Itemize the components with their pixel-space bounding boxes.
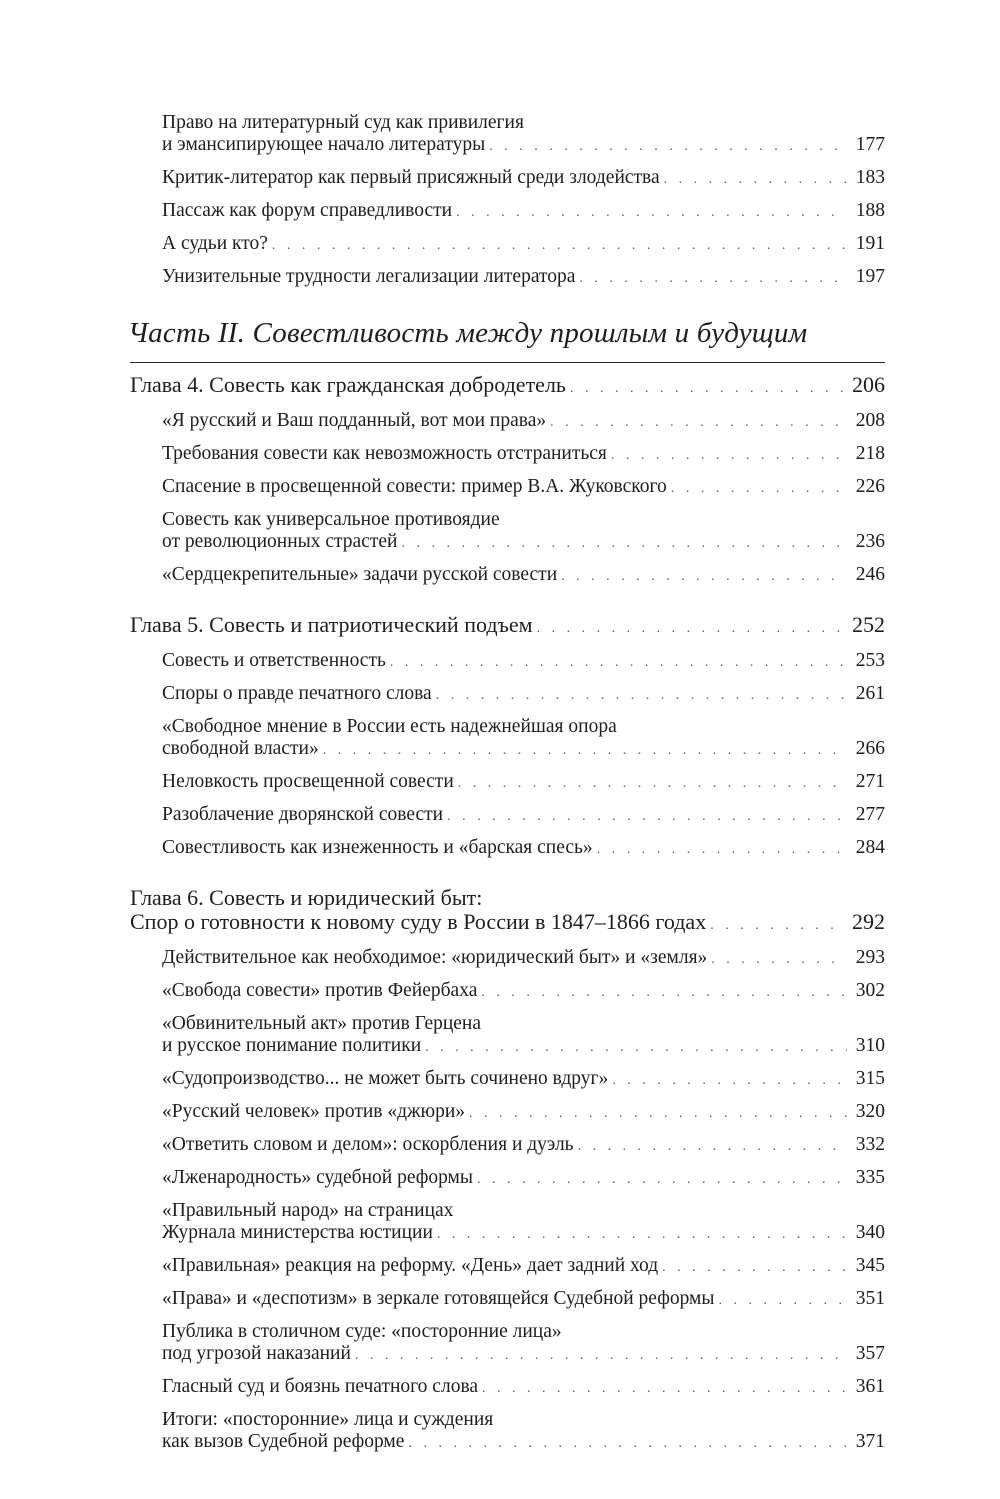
page-number: 206: [852, 372, 885, 397]
toc-entry-title: Критик-литератор как первый присяжный среди злодейства: [162, 167, 660, 188]
page-number: 197: [855, 266, 885, 287]
toc-entry-title: Совестливость как изнеженность и «барская спесь»: [162, 837, 593, 858]
toc-entry-title-line2: как вызов Судебной реформе: [162, 1431, 405, 1452]
toc-entry-title: «Судопроизводство... не может быть сочинено вдруг»: [162, 1068, 609, 1089]
toc-entry-title: «Ответить словом и делом»: оскорбления и дуэль: [162, 1134, 574, 1155]
dot-leader: [456, 202, 847, 224]
page-number: 253: [855, 650, 885, 671]
toc-entry[interactable]: [162, 167, 885, 191]
dot-leader: [711, 949, 847, 971]
toc-entry[interactable]: [162, 650, 885, 674]
toc-entry-title-line1: «Свободное мнение в России есть надежнейшая опора: [162, 716, 617, 737]
chapter-title-line2: Спор о готовности к новому суду в России в 1847–1866 годах: [130, 909, 707, 934]
toc-entry[interactable]: [162, 443, 885, 467]
toc-entry[interactable]: [162, 804, 885, 828]
page-number: 302: [855, 980, 885, 1001]
toc-entry-title-line1: «Правильный народ» на страницах: [162, 1200, 454, 1221]
page-number: 310: [855, 1035, 885, 1056]
dot-leader: [477, 1169, 847, 1191]
toc-entry[interactable]: [162, 200, 885, 224]
page-number: 271: [855, 771, 885, 792]
toc-entry[interactable]: [162, 1200, 885, 1246]
toc-entry-title-line2: и русское понимание политики: [162, 1035, 422, 1056]
toc-entry-title: Споры о правде печатного слова: [162, 683, 432, 704]
toc-entry-title-line1: Право на литературный суд как привилегия: [162, 112, 524, 133]
toc-entry-title: «Лженародность» судебной реформы: [162, 1167, 474, 1188]
page-number: 315: [855, 1068, 885, 1089]
toc-entry[interactable]: [162, 564, 885, 588]
chapter-4: [130, 373, 885, 588]
page-number: 293: [855, 947, 885, 968]
toc-entry-title: Спасение в просвещенной совести: пример В.А. Жуковского: [162, 476, 667, 497]
dot-leader: [458, 773, 847, 795]
toc-entry-title: «Правильная» реакция на реформу. «День» дает задний ход: [162, 1255, 659, 1276]
chapter-heading[interactable]: [130, 373, 885, 401]
toc-entry[interactable]: [162, 1255, 885, 1279]
page-number: 208: [855, 410, 885, 431]
dot-leader: [570, 377, 846, 401]
dot-leader: [408, 1433, 847, 1455]
chapter-title: Глава 4. Совесть как гражданская добродетель: [130, 372, 566, 397]
page-number: 277: [855, 804, 885, 825]
chapter-6: [130, 886, 885, 1455]
toc-entry[interactable]: [162, 771, 885, 795]
dot-leader: [561, 566, 847, 588]
page-number: 345: [855, 1255, 885, 1276]
toc-entry-title-line2: и эмансипирующее начало литературы: [162, 134, 486, 155]
dot-leader: [482, 1378, 847, 1400]
toc-entry-title: Действительное как необходимое: «юридический быт» и «земля»: [162, 947, 708, 968]
page-number: 188: [855, 200, 885, 221]
toc-entry-title-line2: под угрозой наказаний: [162, 1343, 351, 1364]
toc-entry[interactable]: [162, 112, 885, 158]
toc-entry-title: Неловкость просвещенной совести: [162, 771, 454, 792]
toc-entry[interactable]: [162, 1101, 885, 1125]
page-number: 191: [855, 233, 885, 254]
toc-entry-title: «Свобода совести» против Фейербаха: [162, 980, 478, 1001]
page-number: 261: [855, 683, 885, 704]
toc-entry-title-line1: «Обвинительный акт» против Герцена: [162, 1013, 482, 1034]
toc-entry[interactable]: [162, 1013, 885, 1059]
chapter-title-line1: Глава 6. Совесть и юридический быт:: [130, 885, 483, 910]
page-number: 292: [852, 909, 885, 934]
dot-leader: [550, 412, 847, 434]
chapter-5: [130, 613, 885, 861]
toc-entry[interactable]: [162, 1321, 885, 1367]
dot-leader: [662, 1257, 847, 1279]
dot-leader: [401, 533, 847, 555]
toc-entry-title-line1: Совесть как универсальное противоядие: [162, 509, 500, 530]
toc-entry[interactable]: [162, 980, 885, 1004]
page-number: 218: [855, 443, 885, 464]
page-number: 340: [855, 1222, 885, 1243]
dot-leader: [425, 1037, 847, 1059]
chapter-title: Глава 5. Совесть и патриотический подъем: [130, 612, 533, 637]
toc-entry[interactable]: [162, 266, 885, 290]
dot-leader: [710, 914, 846, 938]
dot-leader: [597, 839, 847, 861]
chapter-heading[interactable]: [130, 613, 885, 641]
page-number: 357: [855, 1343, 885, 1364]
dot-leader: [718, 1290, 847, 1312]
toc-entry[interactable]: [162, 1167, 885, 1191]
toc-entry-title: Разоблачение дворянской совести: [162, 804, 444, 825]
toc-entry-title: Требования совести как невозможность отстраниться: [162, 443, 607, 464]
dot-leader: [437, 1224, 847, 1246]
dot-leader: [355, 1345, 847, 1367]
toc-entry[interactable]: [162, 683, 885, 707]
toc-entry[interactable]: [162, 716, 885, 762]
page-number: 246: [855, 564, 885, 585]
page-number: 361: [855, 1376, 885, 1397]
toc-entry-title: Унизительные трудности легализации литератора: [162, 266, 576, 287]
page-number: 252: [852, 612, 885, 637]
dot-leader: [469, 1103, 847, 1125]
toc-entry[interactable]: [162, 1409, 885, 1455]
dot-leader: [579, 268, 847, 290]
dot-leader: [272, 235, 847, 257]
dot-leader: [611, 445, 847, 467]
part-title: Часть II. Совестливость между прошлым и будущим: [128, 317, 808, 349]
toc-entry-title: Пассаж как форум справедливости: [162, 200, 453, 221]
toc-entry[interactable]: [162, 476, 885, 500]
toc-entry-title-line1: Итоги: «посторонние» лица и суждения: [162, 1409, 494, 1430]
toc-entry-title: «Я русский и Ваш подданный, вот мои права»: [162, 410, 547, 431]
toc-entry-title: Совесть и ответственность: [162, 650, 386, 671]
toc-entry[interactable]: [162, 837, 885, 861]
page-number: 183: [855, 167, 885, 188]
dot-leader: [664, 169, 847, 191]
toc-entry[interactable]: [162, 1068, 885, 1092]
table-of-contents: [130, 112, 885, 1464]
toc-section-list: [130, 650, 885, 861]
part-divider: [130, 362, 885, 363]
toc-entry-title-line1: Публика в столичном суде: «посторонние лица»: [162, 1321, 562, 1342]
toc-entry[interactable]: [162, 947, 885, 971]
toc-entry[interactable]: [162, 233, 885, 257]
toc-entry-title-line2: от революционных страстей: [162, 531, 398, 552]
dot-leader: [447, 806, 847, 828]
page-number: 266: [855, 738, 885, 759]
toc-entry-title: «Русский человек» против «джюри»: [162, 1101, 466, 1122]
dot-leader: [537, 617, 846, 641]
chapter-heading[interactable]: [130, 886, 885, 938]
page-number: 320: [855, 1101, 885, 1122]
page-number: 226: [855, 476, 885, 497]
page-number: 351: [855, 1288, 885, 1309]
page-number: 335: [855, 1167, 885, 1188]
dot-leader: [390, 652, 847, 674]
toc-entry[interactable]: [162, 410, 885, 434]
toc-entry-title: «Сердцекрепительные» задачи русской совести: [162, 564, 558, 585]
toc-section-list: [130, 112, 885, 290]
toc-entry[interactable]: [162, 1288, 885, 1312]
toc-entry[interactable]: [162, 1134, 885, 1158]
dot-leader: [481, 982, 847, 1004]
page-number: 371: [855, 1431, 885, 1452]
toc-entry-title: А судьи кто?: [162, 233, 268, 254]
toc-entry-title-line2: Журнала министерства юстиции: [162, 1222, 433, 1243]
toc-section-list: [130, 410, 885, 588]
toc-entry-title-line2: свободной власти»: [162, 738, 319, 759]
dot-leader: [323, 740, 847, 762]
dot-leader: [578, 1136, 847, 1158]
page-number: 177: [855, 134, 885, 155]
toc-section-list: [130, 947, 885, 1455]
dot-leader: [436, 685, 847, 707]
dot-leader: [489, 136, 847, 158]
page-number: 332: [855, 1134, 885, 1155]
toc-entry-title: «Права» и «деспотизм» в зеркале готовящейся Судебной реформы: [162, 1288, 715, 1309]
toc-entry[interactable]: [162, 1376, 885, 1400]
page-number: 284: [855, 837, 885, 858]
toc-entry-title: Гласный суд и боязнь печатного слова: [162, 1376, 479, 1397]
dot-leader: [612, 1070, 847, 1092]
dot-leader: [671, 478, 847, 500]
page-number: 236: [855, 531, 885, 552]
toc-entry[interactable]: [162, 509, 885, 555]
